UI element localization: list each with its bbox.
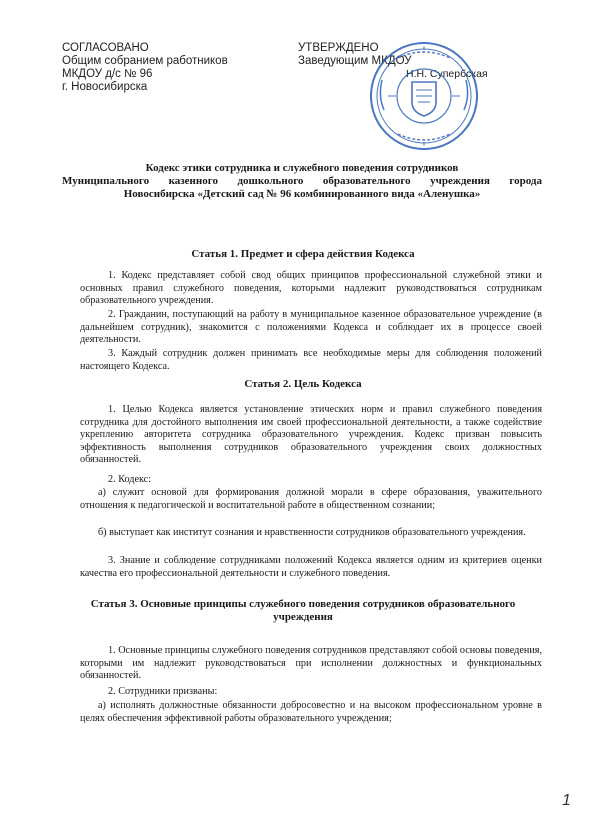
title-line-2: Муниципального казенного дошкольного образовательного учреждения города (62, 175, 542, 187)
agreed-city-line: г. Новосибирска (62, 81, 148, 93)
article-3-paragraph-1: 1. Основные принципы служебного поведения сотрудников представляют собой основы поведения, которыми им надлежит руководствоваться при исполнении должностных и функциональных обязанностей. (80, 645, 542, 682)
article-2-heading: Статья 2. Цель Кодекса (244, 378, 362, 390)
article-2-item-a: а) служит основой для формирования должной морали в сфере образования, уважительного отношения к педагогической и воспитательной работе в общественном сознании; (80, 487, 542, 511)
article-1-paragraph-3: 3. Каждый сотрудник должен принимать все необходимые меры для соблюдения положений настоящего Кодекса. (80, 348, 542, 372)
approved-heading: УТВЕРЖДЕНО (298, 42, 379, 54)
article-2-paragraph-2: 2. Кодекс: (108, 474, 152, 485)
page-number: 1 (562, 792, 571, 809)
article-1-paragraph-1: 1. Кодекс представляет собой свод общих принципов профессиональной служебной этики и основных правил служебного поведения, которыми надлежит руководствоваться сотрудникам образовательного учреждения. (80, 270, 542, 307)
article-3-item-a: а) исполнять должностные обязанности добросовестно и на высоком профессиональном уровне в целях обеспечения эффективной работы образовательного учреждения; (80, 700, 542, 724)
article-3-heading: Статья 3. Основные принципы служебного поведения сотрудников образовательного учреждения (90, 598, 516, 623)
approved-position-line: Заведующим МКДОУ (298, 55, 412, 67)
official-stamp-seal (368, 40, 480, 152)
article-1-heading: Статья 1. Предмет и сфера действия Кодекса (191, 248, 415, 260)
article-2-paragraph-3: 3. Знание и соблюдение сотрудниками положений Кодекса является одним из критериев оценки качества его профессиональной деятельности и служебного поведения. (80, 555, 542, 579)
document-title (62, 162, 542, 201)
agreed-block (62, 42, 228, 94)
article-2-item-b: б) выступает как институт сознания и нравственности сотрудников образовательного учреждения. (98, 527, 526, 538)
agreed-heading: СОГЛАСОВАНО (62, 42, 149, 54)
title-line-1: Кодекс этики сотрудника и служебного поведения сотрудников (145, 162, 459, 174)
article-3-paragraph-2: 2. Сотрудники призваны: (108, 686, 218, 697)
approver-name: Н.Н. Супербская (406, 68, 488, 80)
article-1-paragraph-2: 2. Гражданин, поступающий на работу в муниципальное казенное образовательное учреждение (в дальнейшем сотрудник), знакомится с положениями Кодекса и соблюдает их в процессе своей деятельности. (80, 309, 542, 346)
agreed-org-line: МКДОУ д/с № 96 (62, 68, 153, 80)
title-line-3: Новосибирска «Детский сад № 96 комбинированного вида «Аленушка» (123, 188, 481, 200)
agreed-body-line: Общим собранием работников (62, 55, 228, 67)
article-2-paragraph-1: 1. Целью Кодекса является установление этических норм и правил служебного поведения сотрудника для достойного выполнения им своей профессиональной деятельности, а также содействие укреплению авторитета сотрудника образовательного учреждения. Кодекс призван повысить эффективность выполнения сотрудников образовательного учреждения своих должностных обязанностей. (80, 404, 542, 466)
